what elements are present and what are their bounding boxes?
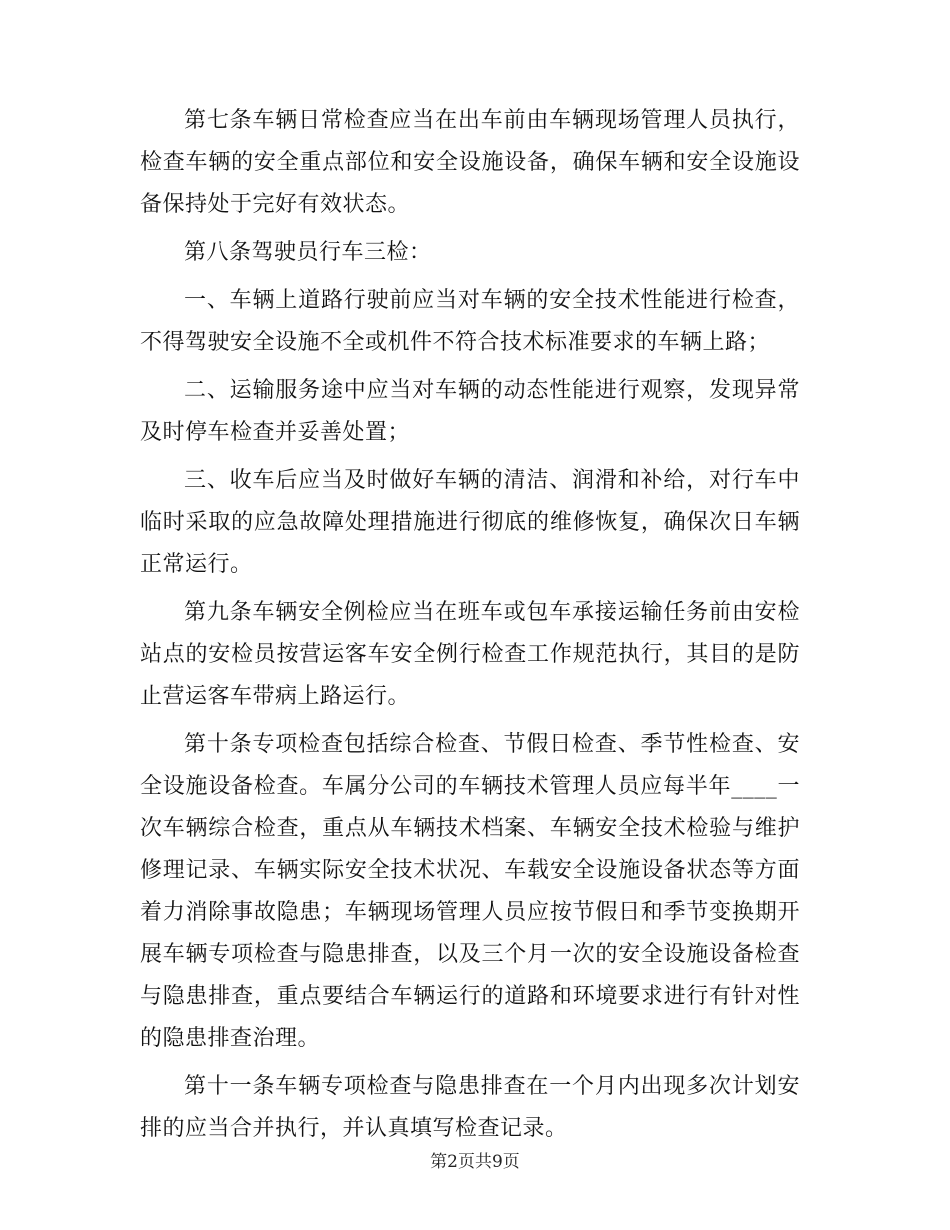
paragraph-article-11: 第十一条车辆专项检查与隐患排查在一个月内出现多次计划安排的应当合并执行，并认真填写检查记录。 bbox=[140, 1074, 800, 1141]
paragraph-check-1: 一、车辆上道路行驶前应当对车辆的安全技术性能进行检查，不得驾驶安全设施不全或机件不符合技术标准要求的车辆上路； bbox=[140, 288, 800, 355]
paragraph-article-9: 第九条车辆安全例检应当在班车或包车承接运输任务前由安检站点的安检员按营运客车安全例行检查工作规范执行，其目的是防止营运客车带病上路运行。 bbox=[140, 600, 800, 709]
page-number: 第2页共9页 bbox=[430, 1152, 520, 1172]
paragraph-article-8: 第八条驾驶员行车三检： bbox=[184, 240, 432, 265]
document-body bbox=[140, 100, 800, 1156]
paragraph-article-10: 第十条专项检查包括综合检查、节假日检查、季节性检查、安全设施设备检查。车属分公司的车辆技术管理人员应每半年____一次车辆综合检查，重点从车辆技术档案、车辆安全技术检验与维护修理记录、车辆实际安全技术状况、车载安全设施设备状态等方面着力消除事故隐患；车辆现场管理人员应按节假日和季节变换期开展车辆专项检查与隐患排查，以及三个月一次的安全设施设备检查与隐患排查，重点要结合车辆运行的道路和环境要求进行有针对性的隐患排查治理。 bbox=[140, 732, 800, 1051]
paragraph-check-2: 二、运输服务途中应当对车辆的动态性能进行观察，发现异常及时停车检查并妥善处置； bbox=[140, 378, 800, 445]
paragraph-article-7: 第七条车辆日常检查应当在出车前由车辆现场管理人员执行，检查车辆的安全重点部位和安全设施设备，确保车辆和安全设施设备保持处于完好有效状态。 bbox=[140, 108, 800, 217]
paragraph-check-3: 三、收车后应当及时做好车辆的清洁、润滑和补给，对行车中临时采取的应急故障处理措施进行彻底的维修恢复，确保次日车辆正常运行。 bbox=[140, 468, 800, 577]
